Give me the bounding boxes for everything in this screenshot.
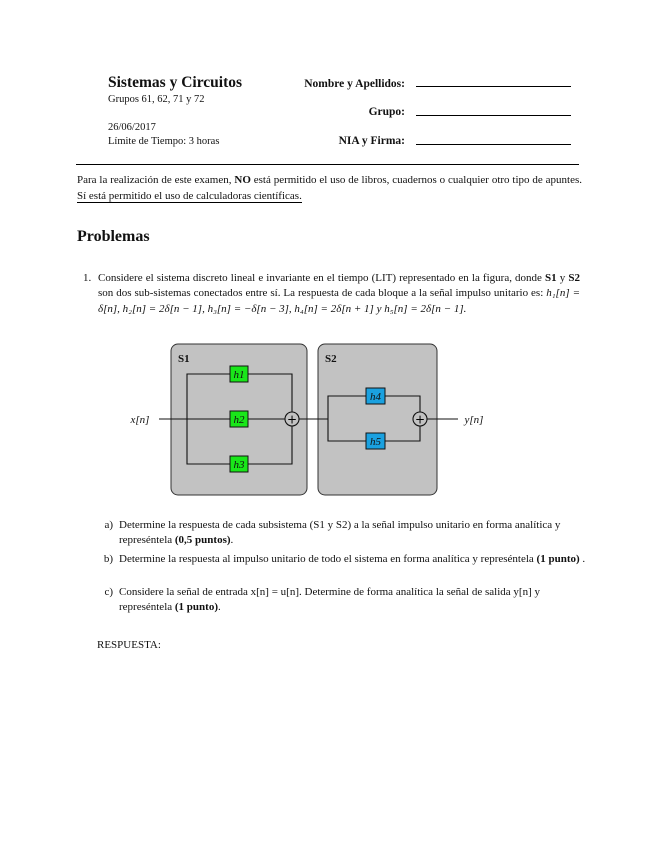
s2-label: S2 (325, 353, 337, 365)
input-label: x[n] (130, 414, 150, 426)
section-title: Problemas (77, 228, 150, 245)
subquestion-c-end: . (217, 601, 221, 614)
intro-text-2: está permitido el uso de libros, cuadernos o cualquier otro tipo de apuntes. (250, 174, 583, 186)
adder-s2-symbol: + (414, 412, 426, 427)
subquestion-a-label: a) (104, 519, 113, 531)
exam-date: 26/06/2017 (108, 122, 156, 133)
problem-text-3: son dos sub-sistemas conectados entre sí. La respuesta de cada bloque a la señal impulso unitario es: (98, 287, 547, 300)
subquestion-b-end: . (579, 553, 586, 565)
adder-s1-symbol: + (286, 412, 298, 427)
problem-s1: S1 (545, 272, 557, 284)
subquestion-b-points: (1 punto) (536, 553, 580, 565)
name-label: Nombre y Apellidos: (304, 78, 405, 90)
problem-text-2: y (556, 272, 569, 284)
h4-label: h4 (370, 391, 381, 403)
intro-calculators: Sí está permitido el uso de calculadoras científicas. (77, 189, 302, 202)
output-label: y[n] (464, 414, 484, 426)
groups-text: Grupos 61, 62, 71 y 72 (108, 94, 205, 105)
subquestion-b (97, 552, 587, 567)
subquestion-b-text: Determine la respuesta al impulso unitario de todo el sistema en forma analítica y represéntela (119, 553, 537, 565)
subquestion-a-end: . (230, 534, 234, 547)
subquestion-c-label: c) (104, 586, 113, 598)
problem-text-1: Considere el sistema discreto lineal e invariante en el tiempo (LIT) representado en la figura, donde (98, 272, 546, 284)
h2-label: h2 (233, 414, 245, 426)
subquestion-a (97, 518, 580, 549)
subquestion-a-points: (0,5 puntos) (174, 534, 231, 547)
answer-label: RESPUESTA: (97, 639, 161, 651)
subquestion-c-points: (1 punto) (174, 601, 218, 614)
h5-label: h5 (370, 436, 381, 448)
intro-text-1: Para la realización de este examen, (77, 174, 235, 186)
subquestion-c-text: Considere la señal de entrada x[n] = u[n]. Determine de forma analítica la señal de salida y[n] y represéntela (119, 586, 540, 614)
h3-label: h3 (233, 459, 245, 471)
h1-label: h1 (233, 369, 245, 381)
s1-label: S1 (178, 353, 190, 365)
course-title: Sistemas y Circuitos (108, 74, 243, 91)
subquestion-b-label: b) (103, 553, 113, 565)
problem-number: 1. (83, 272, 92, 284)
problem-s2: S2 (568, 272, 581, 284)
intro-no: NO (234, 174, 251, 186)
time-limit: Límite de Tiempo: 3 horas (108, 136, 220, 147)
group-label: Grupo: (368, 106, 405, 118)
subquestion-a-text: Determine la respuesta de cada subsistema (S1 y S2) a la señal impulso unitario en forma analítica y represéntela (119, 519, 561, 547)
nia-label: NIA y Firma: (338, 135, 405, 147)
subquestion-c (97, 585, 580, 616)
impulse-responses: h₁[n] = δ[n], h₂[n] = 2δ[n − 1], h₃[n] = −δ[n − 3], h₄[n] = 2δ[n + 1] y h₅[n] = 2δ[n − 1]. (98, 287, 580, 315)
